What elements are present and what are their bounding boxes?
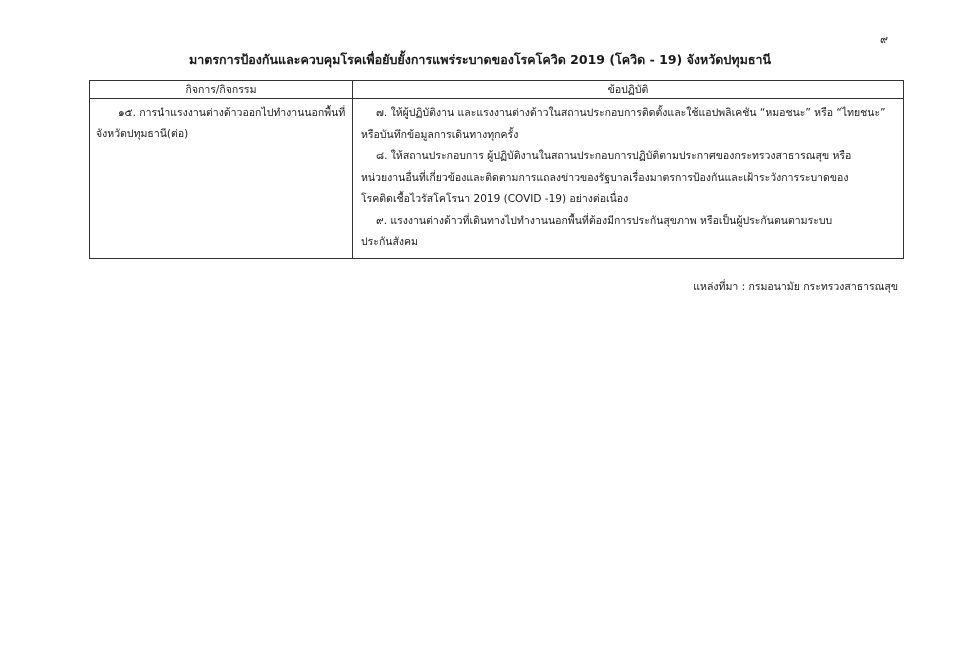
practice-line: ๘. ให้สถานประกอบการ ผู้ปฏิบัติงานในสถานประกอบการปฏิบัติตามประกาศของกระทรวงสาธารณสุข หรือ xyxy=(376,150,852,162)
practice-cell xyxy=(353,99,904,259)
activity-line: จังหวัดปทุมธานี(ต่อ) xyxy=(96,128,189,140)
header-practice: ข้อปฏิบัติ xyxy=(353,81,904,99)
practice-line: ๙. แรงงานต่างด้าวที่เดินทางไปทำงานนอกพื้นที่ต้องมีการประกันสุขภาพ หรือเป็นผู้ประกันตนตามระบบ xyxy=(376,214,833,227)
practice-line: โรคติดเชื้อไวรัสโคโรนา 2019 (COVID -19) อย่างต่อเนื่อง xyxy=(361,193,629,205)
activity-line: ๑๕. การนำแรงงานต่างด้าวออกไปทำงานนอกพื้นที่ xyxy=(118,107,346,119)
table-header-row xyxy=(90,81,904,99)
practice-item-7 xyxy=(361,103,899,146)
measures-table xyxy=(89,80,904,259)
source-note: แหล่งที่มา : กรมอนามัย กระทรวงสาธารณสุข xyxy=(693,281,898,293)
header-activity: กิจการ/กิจกรรม xyxy=(90,81,353,99)
practice-line: หรือบันทึกข้อมูลการเดินทางทุกครั้ง xyxy=(361,128,519,141)
practice-item-8 xyxy=(361,146,899,211)
practice-line: หน่วยงานอื่นที่เกี่ยวข้องและติดตามการแถลงข่าวของรัฐบาลเรื่องมาตรการป้องกันและเฝ้าระวังการระบาดของ xyxy=(361,171,849,184)
practice-item-9 xyxy=(361,211,899,254)
table-row xyxy=(90,99,904,259)
practice-line: ประกันสังคม xyxy=(361,236,418,248)
page-number: ๙ xyxy=(880,33,889,46)
practice-line: ๗. ให้ผู้ปฏิบัติงาน และแรงงานต่างด้าวในสถานประกอบการติดตั้งและใช้แอปพลิเคชัน “หมอชนะ” หรือ “ไทยชนะ” xyxy=(376,107,886,119)
document-title: มาตรการป้องกันและควบคุมโรคเพื่อยับยั้งการแพร่ระบาดของโรคโควิด 2019 (โควิด - 19) จังหวัดปทุมธานี xyxy=(188,52,772,67)
activity-cell xyxy=(90,99,353,259)
